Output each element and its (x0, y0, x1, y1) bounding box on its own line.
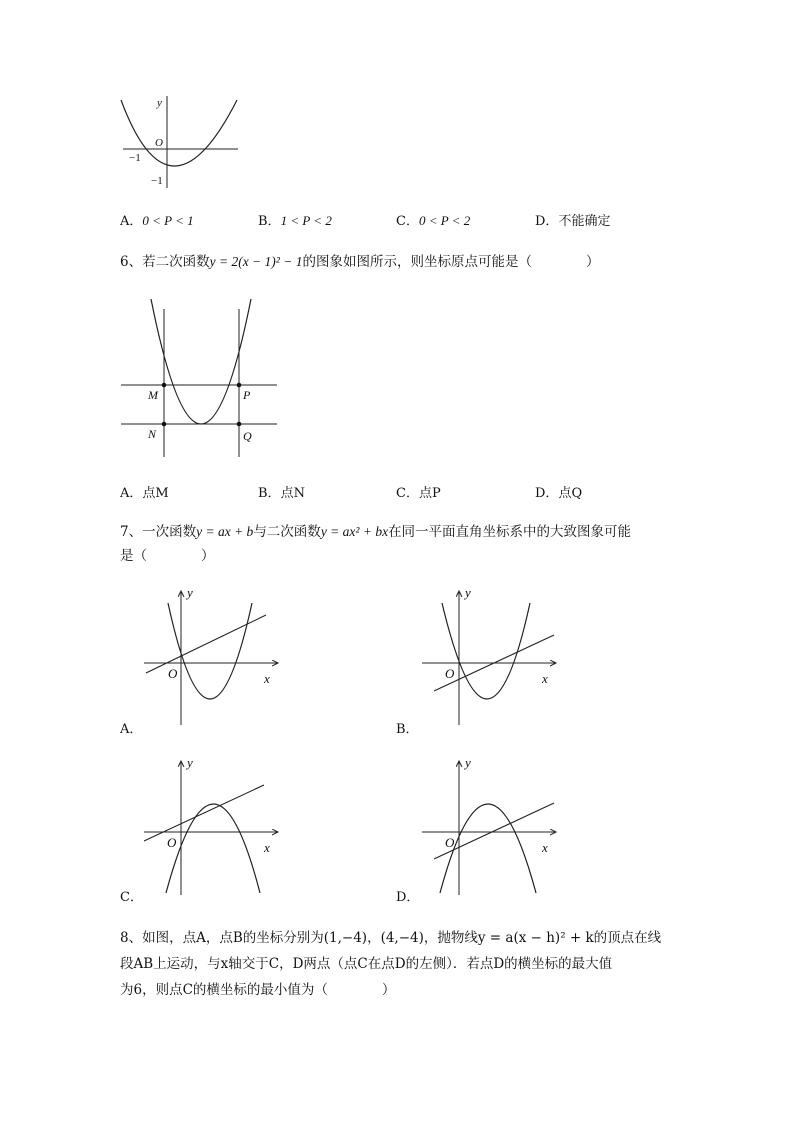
q7-graph-d (418, 755, 563, 900)
q8-stem-line2: 段AB上运动，与x轴交于C，D两点（点C在点D的左侧）．若点D的横坐标的最大值 (120, 956, 613, 972)
option-b[interactable]: B．1 < P < 2 (258, 213, 332, 229)
origin-label: O (155, 137, 163, 149)
option-c[interactable]: C． (120, 890, 143, 905)
label-p: P (243, 388, 251, 402)
origin-label: O (167, 835, 177, 850)
point-m (162, 383, 167, 388)
point-q (237, 422, 242, 427)
label-m: M (148, 388, 158, 402)
parabola-curve (442, 603, 530, 699)
q6-graph (115, 295, 280, 460)
option-d[interactable]: D．点Q (535, 486, 583, 501)
option-a[interactable]: A．点M (120, 486, 169, 501)
q7-graph-c (140, 755, 285, 900)
y-label: y (187, 585, 193, 600)
x-tick-label: −1 (129, 152, 141, 164)
q8-stem-line3: 为6，则点C的横坐标的最小值为（ ） (120, 982, 396, 998)
y-label: y (465, 585, 471, 600)
q7-graph-b (418, 585, 563, 730)
x-label: x (264, 671, 270, 686)
straight-line (146, 615, 266, 673)
q7-stem-line1: 7、一次函数y = ax + b与二次函数y = ax² + bx在同一平面直角坐标系中的大致图象可能 (120, 524, 632, 540)
x-label: x (542, 671, 548, 686)
parabola-curve (151, 299, 251, 424)
straight-line (434, 803, 554, 859)
y-tick-label: −1 (151, 175, 163, 187)
origin-label: O (445, 666, 455, 681)
parabola-curve (166, 804, 260, 893)
q8-stem-line1: 8、如图，点A，点B的坐标分别为(1,−4)，(4,−4)，抛物线y = a(x − h)² + k的顶点在线 (120, 930, 662, 946)
option-c[interactable]: C．0 < P < 2 (396, 213, 471, 229)
option-a[interactable]: A．0 < P < 1 (120, 213, 194, 229)
q7-stem-line2: 是（ ） (120, 548, 215, 564)
label-n: N (148, 427, 157, 441)
y-label: y (465, 755, 471, 770)
q6-stem: 6、若二次函数y = 2(x − 1)² − 1的图象如图所示，则坐标原点可能是（ ） (120, 254, 600, 270)
label-q: Q (243, 429, 252, 443)
point-p (237, 383, 242, 388)
y-axis-label: y (157, 97, 162, 109)
origin-label: O (168, 666, 178, 681)
q5-parabola-graph (115, 92, 245, 192)
option-a[interactable]: A． (120, 722, 143, 737)
x-label: x (264, 840, 270, 855)
point-n (162, 422, 167, 427)
q7-graph-a (140, 585, 285, 730)
option-d[interactable]: D． (396, 890, 420, 905)
option-b[interactable]: B． (396, 722, 419, 737)
y-label: y (187, 755, 193, 770)
straight-line (144, 785, 264, 841)
x-label: x (542, 840, 548, 855)
option-c[interactable]: C．点P (396, 486, 441, 501)
origin-label: O (445, 835, 455, 850)
option-b[interactable]: B．点N (258, 486, 305, 501)
option-d[interactable]: D．不能确定 (535, 214, 611, 229)
parabola-curve (440, 804, 536, 893)
